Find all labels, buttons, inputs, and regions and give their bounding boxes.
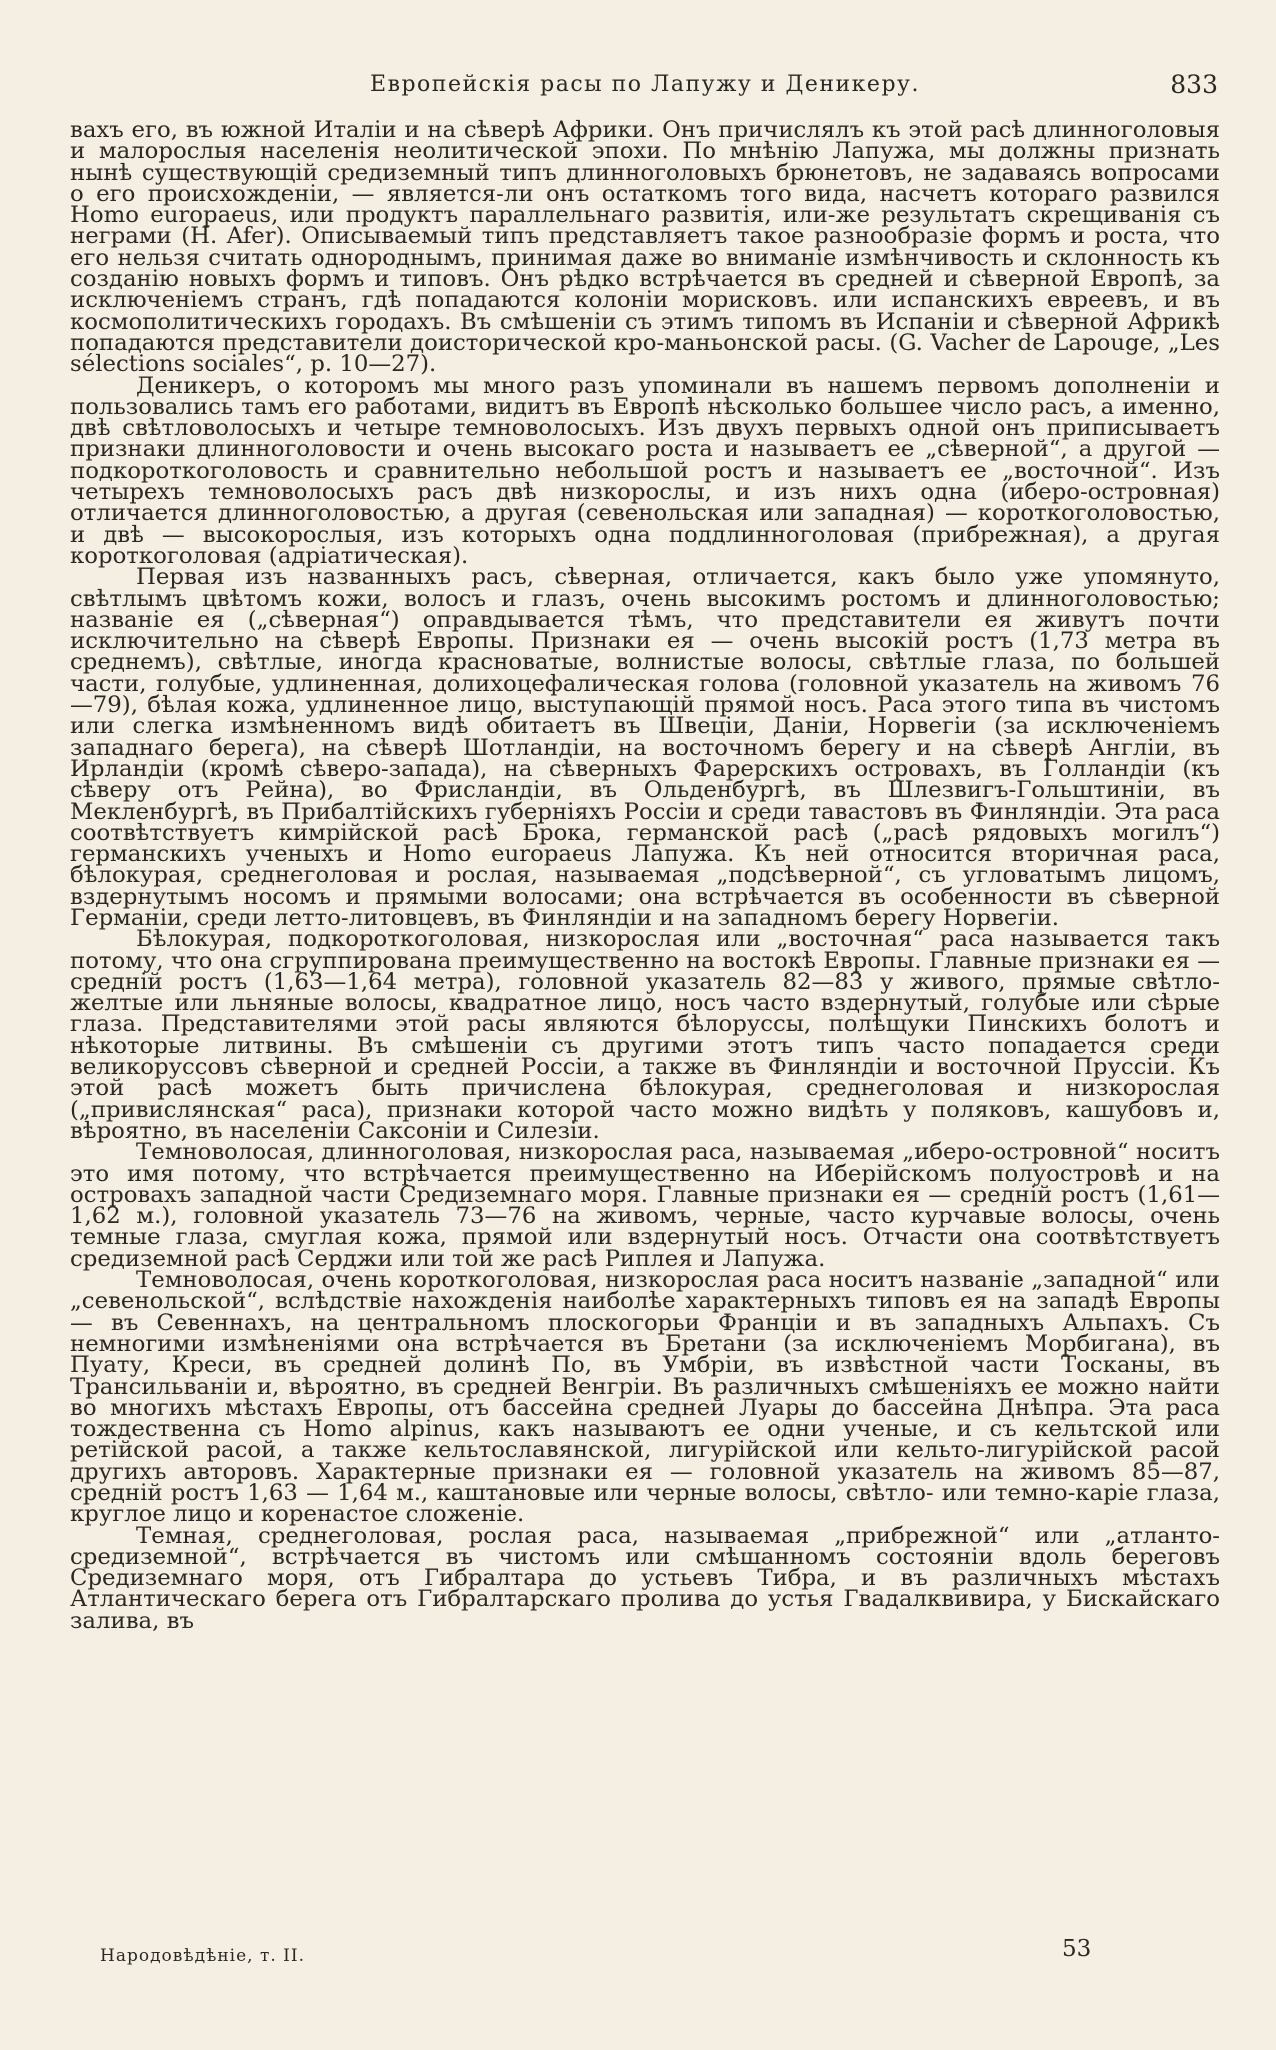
paragraph: Темная, среднеголовая, рослая раса, называемая „прибрежной“ или „атланто-средиземной“, встрѣчается въ чистомъ или смѣшанномъ состояніи вдоль береговъ Средиземнаго моря, отъ Гибралтара до устьевъ Тибра, и въ различныхъ мѣстахъ Атлантическаго берега отъ Гибралтарскаго пролива до устья Гвадалквивира, у Бискайскаго залива, въ [70, 1522, 1220, 1634]
paragraph: Темноволосая, длинноголовая, низкорослая раса, называемая „иберо-островной“ носитъ это имя потому, что встрѣчается преимущественно на Иберійскомъ полуостровѣ и на островахъ западной части Средиземнаго моря. Главные признаки ея — средній ростъ (1,61—1,62 м.), головной указатель 73—76 на живомъ, черные, часто курчавые волосы, очень темные глаза, смуглая кожа, прямой или вздернутый носъ. Отчасти она соотвѣтствуетъ средиземной расѣ Серджи или той же расѣ Риплея и Лапужа. [70, 1139, 1220, 1272]
page-header [70, 66, 1220, 106]
signature-mark: Народовѣдѣніе, т. II. [100, 1946, 306, 1966]
paragraph: Деникеръ, о которомъ мы много разъ упоминали въ нашемъ первомъ дополненіи и пользовались тамъ его работами, видитъ въ Европѣ нѣсколько большее число расъ, а именно, двѣ свѣтловолосыхъ и четыре темноволосыхъ. Изъ двухъ первыхъ одной онъ приписываетъ признаки длинноголовости и очень высокаго роста и называетъ ее „сѣверной“, а другой — подкороткоголовость и сравнительно небольшой ростъ и называетъ ее „восточной“. Изъ четырехъ темноволосыхъ расъ двѣ низкорослы, и изъ нихъ одна (иберо-островная) отличается длинноголовостью, а другая (севенольская или западная) — короткоголовостью, и двѣ — высокорослыя, изъ которыхъ одна поддлинноголовая (прибрежная), а другая короткоголовая (адріатическая). [70, 372, 1220, 569]
paragraph: вахъ его, въ южной Италіи и на сѣверѣ Африки. Онъ причислялъ къ этой расѣ длинноголовыя и малорослыя населенія неолитической эпохи. По мнѣнію Лапужа, мы должны признать нынѣ существующій средиземный типъ длинноголовыхъ брюнетовъ, не задаваясь вопросами о его происхожденіи, — является-ли онъ остаткомъ того вида, насчетъ котораго развился Homo europaeus, или продуктъ параллельнаго развитія, или-же результатъ скрещиванія съ неграми (H. Afer). Описываемый типъ представляетъ такое разнообразіе формъ и роста, что его нельзя считать однороднымъ, принимая даже во вниманіе измѣнчивость и склонность къ созданію новыхъ формъ и типовъ. Онъ рѣдко встрѣчается въ средней и сѣверной Европѣ, за исключеніемъ странъ, гдѣ попадаются колоніи морисковъ. или испанскихъ евреевъ, и въ космополитическихъ городахъ. Въ смѣшеніи съ этимъ типомъ въ Испаніи и сѣверной Африкѣ попадаются представители доисторической кро-маньонской расы. (G. Vacher de Lapouge, „Les sélections sociales“, p. 10—27). [70, 117, 1220, 378]
page-footer [100, 1936, 1220, 1976]
body-text [70, 117, 1220, 1634]
page-number: 833 [1170, 70, 1218, 99]
paragraph: Первая изъ названныхъ расъ, сѣверная, отличается, какъ было уже упомянуто, свѣтлымъ цвѣтомъ кожи, волосъ и глазъ, очень высокимъ ростомъ и длинноголовостью; названіе ея („сѣверная“) оправдывается тѣмъ, что представители ея живутъ почти исключительно на сѣверѣ Европы. Признаки ея — очень высокій ростъ (1,73 метра въ среднемъ), свѣтлые, иногда красноватые, волнистые волосы, свѣтлые глаза, по большей части, голубые, удлиненная, долихоцефалическая голова (головной указатель на живомъ 76—79), бѣлая кожа, удлиненное лицо, выступающій прямой носъ. Раса этого типа въ чистомъ или слегка измѣненномъ видѣ обитаетъ въ Швеціи, Даніи, Норвегіи (за исключеніемъ западнаго берега), на сѣверѣ Шотландіи, на восточномъ берегу и на сѣверѣ Англіи, въ Ирландіи (кромѣ сѣверо-запада), на сѣверныхъ Фарерскихъ островахъ, въ Голландіи (къ сѣверу отъ Рейна), во Фрисландіи, въ Ольденбургѣ, въ Шлезвигъ-Гольштиніи, въ Мекленбургѣ, въ Прибалтійскихъ губерніяхъ Россіи и среди тавастовъ въ Финляндіи. Эта раса соотвѣтствуетъ кимрійской расѣ Брока, германской расѣ („расѣ рядовыхъ могилъ“) германскихъ ученыхъ и Homo europaeus Лапужа. Къ ней относится вторичная раса, бѣлокурая, среднеголовая и рослая, называемая „подсѣверной“, съ угловатымъ лицомъ, вздернутымъ носомъ и прямыми волосами; она встрѣчается въ особенности въ сѣверной Германіи, среди летто-литовцевъ, въ Финляндіи и на западномъ берегу Норвегіи. [70, 564, 1220, 931]
sheet-number: 53 [1062, 1936, 1092, 1962]
paragraph: Темноволосая, очень короткоголовая, низкорослая раса носитъ названіе „западной“ или „севенольской“, вслѣдствіе нахожденія наиболѣе характерныхъ типовъ ея на западѣ Европы — въ Севеннахъ, на центральномъ плоскогорьи Франціи и въ западныхъ Альпахъ. Съ немногими измѣненіями она встрѣчается въ Бретани (за исключеніемъ Морбигана), въ Пуату, Креси, въ средней долинѣ По, въ Умбріи, въ извѣстной части Тосканы, въ Трансильваніи и, вѣроятно, въ средней Венгріи. Въ различныхъ смѣшеніяхъ ее можно найти во многихъ мѣстахъ Европы, отъ бассейна средней Луары до бассейна Днѣпра. Эта раса тождественна съ Homo alpinus, какъ называютъ ее одни ученые, и съ кельтской или ретійской расой, а также кельтославянской, лигурійской или кельто-лигурійской расой другихъ авторовъ. Характерные признаки ея — головной указатель на живомъ 85—87, средній ростъ 1,63 — 1,64 м., каштановые или черные волосы, свѣтло- или темно-каріе глаза, круглое лицо и коренастое сложеніе. [70, 1267, 1220, 1528]
running-title: Европейскія расы по Лапужу и Деникеру. [370, 72, 920, 97]
paragraph: Бѣлокурая, подкороткоголовая, низкорослая или „восточная“ раса называется такъ потому, что она сгруппирована преимущественно на востокѣ Европы. Главные признаки ея — средній ростъ (1,63—1,64 метра), головной указатель 82—83 у живого, прямые свѣтло-желтые или льняные волосы, квадратное лицо, носъ часто вздернутый, голубые или сѣрые глаза. Представителями этой расы являются бѣлоруссы, полѣщуки Пинскихъ болотъ и нѣкоторые литвины. Въ смѣшеніи съ другими этотъ типъ часто попадается среди великоруссовъ сѣверной и средней Россіи, а также въ Финляндіи и восточной Пруссіи. Къ этой расѣ можетъ быть причислена бѣлокурая, среднеголовая и низкорослая („привислянская“ раса), признаки которой часто можно видѣть у поляковъ, кашубовъ и, вѣроятно, въ населеніи Саксоніи и Силезіи. [70, 926, 1220, 1144]
